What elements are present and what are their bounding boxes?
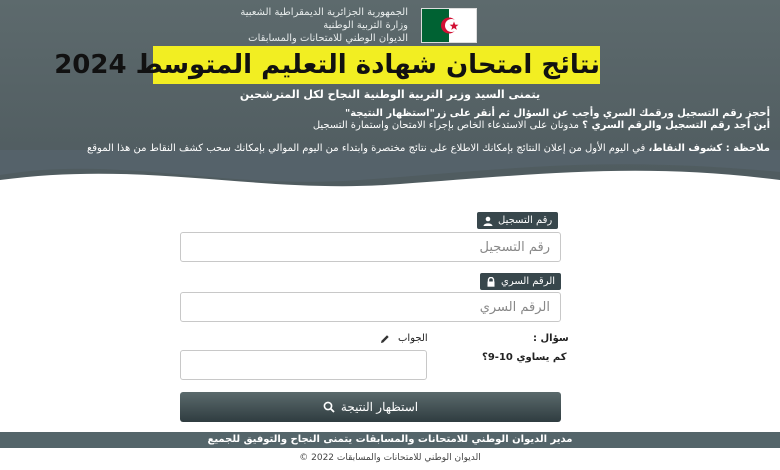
secret-number-input[interactable] [180, 292, 561, 322]
registration-label: رقم التسجيل [477, 212, 558, 229]
question-text: كم يساوي 10-9؟ [482, 352, 567, 363]
show-result-label: استظهار النتيجة [340, 400, 419, 414]
answer-label: الجواب [380, 333, 428, 344]
note-rest: في اليوم الأول من إعلان النتائج بإمكانك الاطلاع على نتائج مختصرة وابتداء من اليوم الموالي بإمكانك سحب كشف النقاط من هذا الموقع [86, 143, 649, 154]
search-icon [323, 401, 335, 413]
lock-icon [486, 277, 496, 287]
user-icon [483, 216, 493, 226]
copyright: الديوان الوطني للامتحانات والمسابقات 2022 © [299, 453, 481, 463]
note-bold: ملاحظة : كشوف النقاط، [648, 143, 770, 154]
answer-input[interactable] [180, 350, 427, 380]
wish-text: يتمنى السيد وزير التربية الوطنية النجاح لكل المترشحين [239, 88, 541, 101]
instruction-line-2-bold: أين أجد رقم التسجيل والرقم السري ؟ [582, 120, 770, 131]
question-label: سؤال : [533, 333, 569, 344]
header-wave [0, 150, 780, 210]
secret-number-label: الرقم السري [480, 273, 561, 290]
instructions [70, 108, 770, 132]
algeria-flag-icon [421, 8, 477, 43]
registration-number-input[interactable] [180, 232, 561, 262]
footer-message: مدير الديوان الوطني للامتحانات والمسابقات يتمنى النجاح والتوفيق للجميع [0, 432, 780, 448]
ministry-line-3: الديوان الوطني للامتحانات والمسابقات [248, 33, 408, 44]
ministry-block [148, 6, 408, 45]
instruction-line-1: أحجز رقم التسجيل ورقمك السري وأجب عن السؤال ثم أنقر على زر"استظهار النتيجة" [345, 108, 770, 119]
ministry-line-2: وزارة التربية الوطنية [323, 20, 408, 31]
pencil-icon [380, 334, 390, 344]
note [50, 142, 770, 155]
page-title: نتائج امتحان شهادة التعليم المتوسط 2024 [153, 46, 600, 84]
instruction-line-2-rest: مدونان على الاستدعاء الخاص بإجراء الامتحان واستمارة التسجيل [312, 120, 583, 131]
ministry-line-1: الجمهورية الجزائرية الديمقراطية الشعبية [240, 7, 408, 18]
show-result-button[interactable] [180, 392, 561, 422]
